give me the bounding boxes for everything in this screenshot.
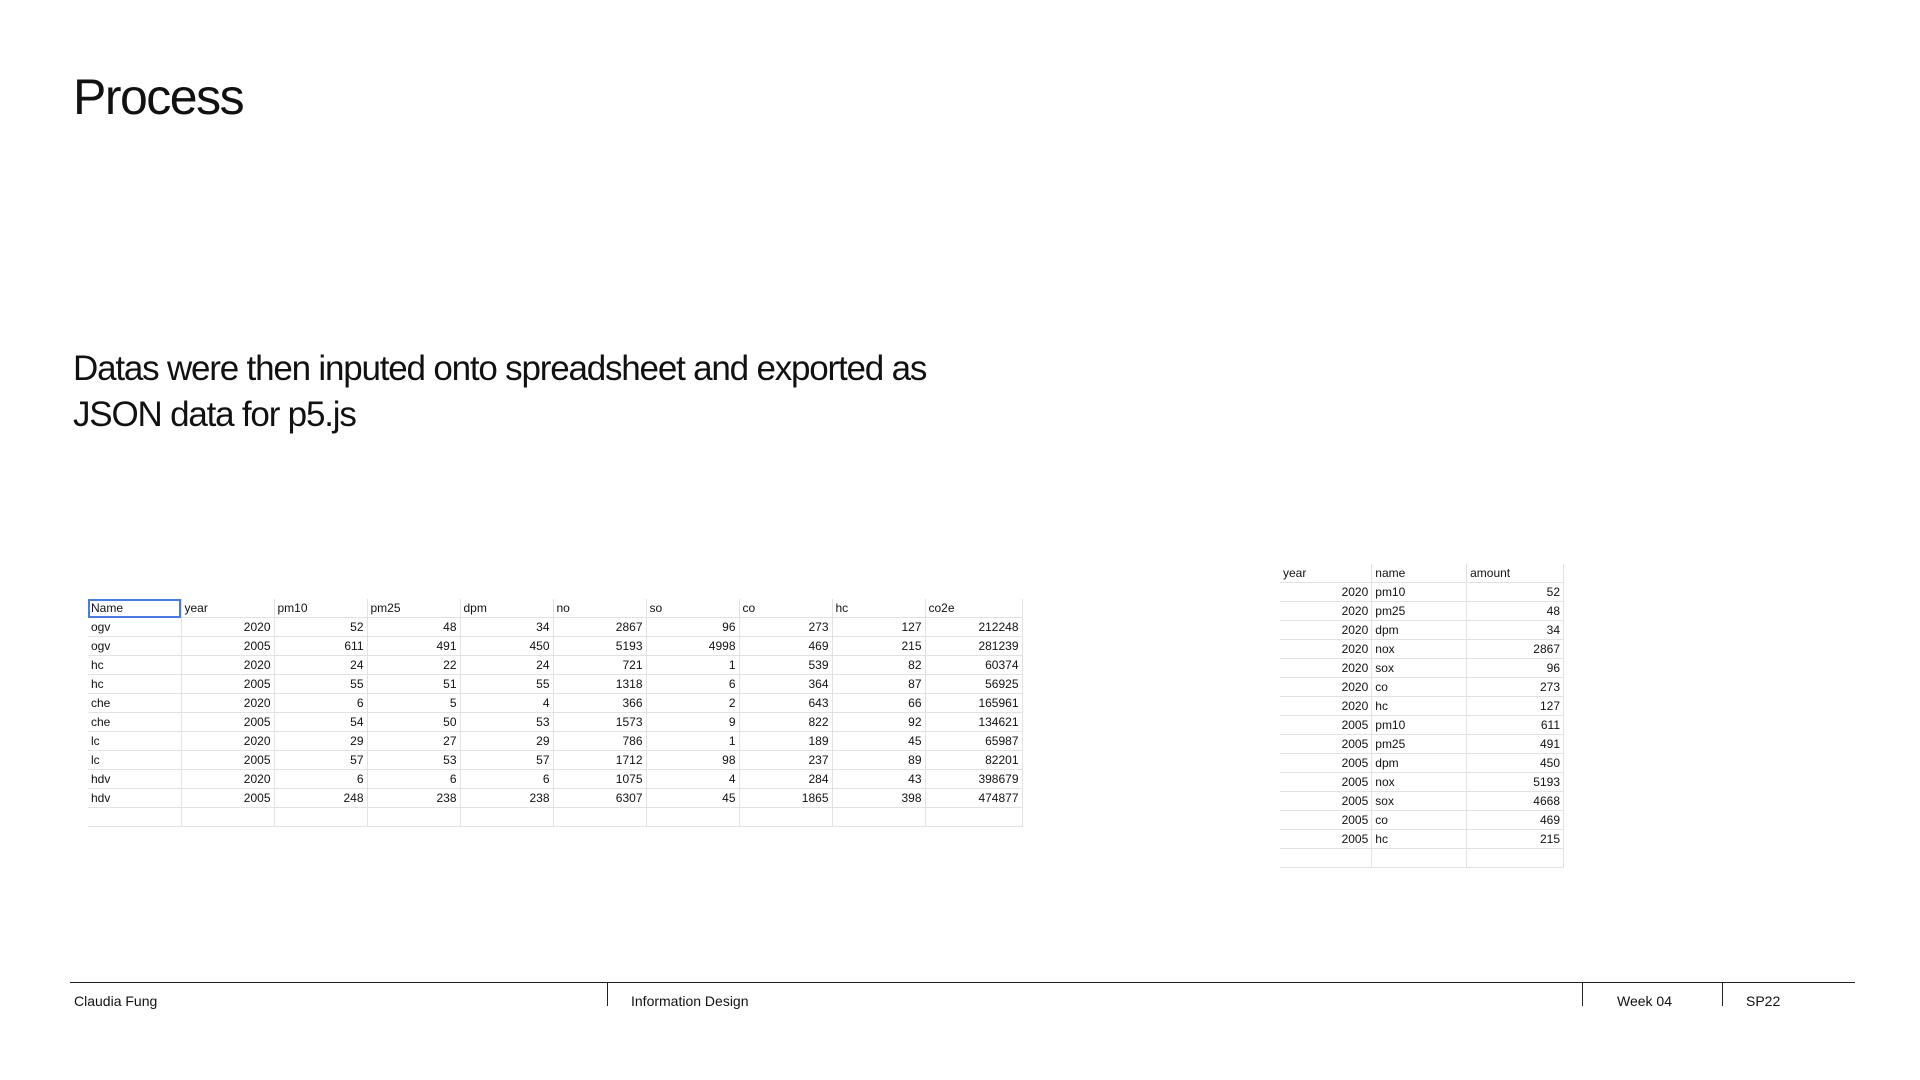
table-cell[interactable]: 822 — [739, 713, 832, 732]
table-cell[interactable]: 6 — [367, 770, 460, 789]
table-row — [88, 713, 1022, 732]
table-cell[interactable]: 1573 — [553, 713, 646, 732]
table-cell[interactable]: 53 — [460, 713, 553, 732]
empty-cell[interactable] — [739, 808, 832, 827]
table-cell[interactable]: 189 — [739, 732, 832, 751]
slide-body — [73, 346, 993, 437]
table-row — [1280, 792, 1564, 811]
table-cell[interactable]: 6307 — [553, 789, 646, 808]
footer-divider — [607, 982, 608, 1006]
table-row — [1280, 659, 1564, 678]
table-cell[interactable]: 2005 — [181, 751, 274, 770]
table-cell[interactable]: 284 — [739, 770, 832, 789]
table-cell[interactable]: 6 — [274, 770, 367, 789]
table-cell[interactable]: 2020 — [1280, 602, 1372, 621]
column-header[interactable]: co2e — [925, 599, 1022, 618]
table-cell[interactable]: 29 — [274, 732, 367, 751]
table-cell[interactable]: 4998 — [646, 637, 739, 656]
table-cell[interactable]: 34 — [460, 618, 553, 637]
table-row — [1280, 640, 1564, 659]
slide-title: Process — [73, 69, 244, 125]
table-cell[interactable]: 53 — [367, 751, 460, 770]
table-cell[interactable]: 364 — [739, 675, 832, 694]
table-cell[interactable]: 24 — [460, 656, 553, 675]
table-cell[interactable]: 92 — [832, 713, 925, 732]
table-cell[interactable]: 57 — [274, 751, 367, 770]
table-header-row — [88, 599, 1022, 618]
table-cell[interactable]: 96 — [1467, 659, 1564, 678]
empty-cell[interactable] — [1467, 849, 1564, 868]
table-cell[interactable]: 82 — [832, 656, 925, 675]
table-cell[interactable]: co — [1372, 678, 1467, 697]
table-row — [88, 618, 1022, 637]
column-header[interactable]: pm10 — [274, 599, 367, 618]
table-cell[interactable]: 2020 — [1280, 678, 1372, 697]
table-row — [88, 789, 1022, 808]
empty-cell[interactable] — [274, 808, 367, 827]
empty-cell[interactable] — [553, 808, 646, 827]
table-cell[interactable]: 215 — [832, 637, 925, 656]
table-cell[interactable]: 50 — [367, 713, 460, 732]
table-cell[interactable]: 2005 — [1280, 830, 1372, 849]
table-cell[interactable]: 2867 — [553, 618, 646, 637]
table-cell[interactable]: pm10 — [1372, 583, 1467, 602]
table-cell[interactable]: 29 — [460, 732, 553, 751]
column-header[interactable]: no — [553, 599, 646, 618]
table-cell[interactable]: 6 — [460, 770, 553, 789]
table-cell[interactable]: 55 — [274, 675, 367, 694]
table-cell[interactable]: 34 — [1467, 621, 1564, 640]
table-cell[interactable]: 281239 — [925, 637, 1022, 656]
empty-cell[interactable] — [1280, 849, 1372, 868]
table-cell[interactable]: pm25 — [1372, 602, 1467, 621]
table-cell[interactable]: pm10 — [1372, 716, 1467, 735]
footer-course: Information Design — [631, 993, 749, 1009]
empty-cell[interactable] — [88, 808, 181, 827]
table-cell[interactable]: hc — [1372, 697, 1467, 716]
table-cell[interactable]: 66 — [832, 694, 925, 713]
table-cell[interactable]: 43 — [832, 770, 925, 789]
table-cell[interactable]: sox — [1372, 659, 1467, 678]
table-cell[interactable]: 2005 — [1280, 735, 1372, 754]
table-cell[interactable]: 2005 — [1280, 792, 1372, 811]
table-row — [1280, 735, 1564, 754]
table-cell[interactable]: 60374 — [925, 656, 1022, 675]
table-row — [1280, 678, 1564, 697]
table-row — [1280, 602, 1564, 621]
column-header[interactable]: dpm — [460, 599, 553, 618]
column-header[interactable]: Name — [88, 599, 181, 618]
table-cell[interactable]: 469 — [1467, 811, 1564, 830]
table-cell[interactable]: 469 — [739, 637, 832, 656]
table-cell[interactable]: 2867 — [1467, 640, 1564, 659]
table-cell[interactable]: 2005 — [1280, 754, 1372, 773]
table-cell[interactable]: 1865 — [739, 789, 832, 808]
table-row — [88, 694, 1022, 713]
table-cell[interactable]: 2005 — [1280, 716, 1372, 735]
table-cell[interactable]: 2020 — [1280, 659, 1372, 678]
table-cell[interactable]: nox — [1372, 640, 1467, 659]
table-cell[interactable]: 52 — [274, 618, 367, 637]
table-cell[interactable]: 127 — [1467, 697, 1564, 716]
column-header[interactable]: name — [1372, 564, 1467, 583]
table-cell[interactable]: 1318 — [553, 675, 646, 694]
table-cell[interactable]: hc — [88, 656, 181, 675]
table-cell[interactable]: 721 — [553, 656, 646, 675]
table-cell[interactable]: 1075 — [553, 770, 646, 789]
table-cell[interactable]: 539 — [739, 656, 832, 675]
empty-cell[interactable] — [646, 808, 739, 827]
table-cell[interactable]: 45 — [832, 732, 925, 751]
table-row — [88, 770, 1022, 789]
table-cell[interactable]: 491 — [367, 637, 460, 656]
table-cell[interactable]: 2020 — [1280, 621, 1372, 640]
table-row — [88, 637, 1022, 656]
column-header[interactable]: hc — [832, 599, 925, 618]
empty-cell[interactable] — [181, 808, 274, 827]
table-row — [1280, 621, 1564, 640]
table-cell[interactable]: 98 — [646, 751, 739, 770]
table-cell[interactable]: lc — [88, 751, 181, 770]
table-cell[interactable]: 87 — [832, 675, 925, 694]
table-row — [1280, 830, 1564, 849]
table-cell[interactable]: 1 — [646, 732, 739, 751]
table-cell[interactable]: 450 — [1467, 754, 1564, 773]
table-cell[interactable]: 54 — [274, 713, 367, 732]
table-cell[interactable]: 55 — [460, 675, 553, 694]
table-row — [1280, 773, 1564, 792]
column-header[interactable]: co — [739, 599, 832, 618]
table-row — [1280, 811, 1564, 830]
table-row — [1280, 697, 1564, 716]
table-cell[interactable]: 22 — [367, 656, 460, 675]
table-cell[interactable]: hdv — [88, 770, 181, 789]
table-cell[interactable]: 238 — [460, 789, 553, 808]
table-cell[interactable]: dpm — [1372, 754, 1467, 773]
footer-divider — [1722, 982, 1723, 1006]
column-header[interactable]: year — [181, 599, 274, 618]
table-cell[interactable]: 57 — [460, 751, 553, 770]
table-cell[interactable]: 6 — [646, 675, 739, 694]
column-header[interactable]: amount — [1467, 564, 1564, 583]
table-row — [88, 675, 1022, 694]
table-cell[interactable]: 398679 — [925, 770, 1022, 789]
table-cell[interactable]: che — [88, 713, 181, 732]
table-cell[interactable]: 366 — [553, 694, 646, 713]
table-cell[interactable]: 2005 — [1280, 773, 1372, 792]
table-cell[interactable]: pm25 — [1372, 735, 1467, 754]
table-cell[interactable]: 2020 — [1280, 697, 1372, 716]
table-row — [88, 656, 1022, 675]
table-cell[interactable]: 611 — [274, 637, 367, 656]
table-cell[interactable]: hdv — [88, 789, 181, 808]
table-cell[interactable]: 2 — [646, 694, 739, 713]
footer-term: SP22 — [1746, 993, 1781, 1009]
wide-spreadsheet-table — [88, 599, 1023, 827]
table-cell[interactable]: hc — [88, 675, 181, 694]
empty-row — [1280, 849, 1564, 868]
table-cell[interactable]: 2020 — [181, 694, 274, 713]
column-header[interactable]: so — [646, 599, 739, 618]
table-cell[interactable]: 2020 — [181, 732, 274, 751]
table-cell[interactable]: 5193 — [1467, 773, 1564, 792]
column-header[interactable]: year — [1280, 564, 1372, 583]
table-cell[interactable]: 491 — [1467, 735, 1564, 754]
table-cell[interactable]: 89 — [832, 751, 925, 770]
table-cell[interactable]: 82201 — [925, 751, 1022, 770]
table-cell[interactable]: 4 — [460, 694, 553, 713]
table-cell[interactable]: 48 — [1467, 602, 1564, 621]
table-cell[interactable]: 165961 — [925, 694, 1022, 713]
table-cell[interactable]: 127 — [832, 618, 925, 637]
table-row — [1280, 754, 1564, 773]
table-cell[interactable]: hc — [1372, 830, 1467, 849]
table-cell[interactable]: 2005 — [181, 637, 274, 656]
table-cell[interactable]: 611 — [1467, 716, 1564, 735]
empty-cell[interactable] — [1372, 849, 1467, 868]
table-cell[interactable]: 643 — [739, 694, 832, 713]
table-cell[interactable]: 2020 — [1280, 640, 1372, 659]
table-cell[interactable]: che — [88, 694, 181, 713]
footer-author: Claudia Fung — [74, 993, 158, 1009]
empty-cell[interactable] — [367, 808, 460, 827]
table-cell[interactable]: co — [1372, 811, 1467, 830]
table-cell[interactable]: 2020 — [1280, 583, 1372, 602]
table-cell[interactable]: ogv — [88, 637, 181, 656]
table-cell[interactable]: 2005 — [1280, 811, 1372, 830]
table-cell[interactable]: 215 — [1467, 830, 1564, 849]
table-cell[interactable]: 9 — [646, 713, 739, 732]
footer-week: Week 04 — [1617, 993, 1672, 1009]
table-cell[interactable]: nox — [1372, 773, 1467, 792]
table-cell[interactable]: 450 — [460, 637, 553, 656]
table-cell[interactable]: ogv — [88, 618, 181, 637]
table-cell[interactable]: 5 — [367, 694, 460, 713]
table-cell[interactable]: 1712 — [553, 751, 646, 770]
body-line: JSON data for p5.js — [73, 394, 356, 434]
table-cell[interactable]: 273 — [1467, 678, 1564, 697]
table-cell[interactable]: 5193 — [553, 637, 646, 656]
table-cell[interactable]: 65987 — [925, 732, 1022, 751]
table-row — [1280, 583, 1564, 602]
table-cell[interactable]: 45 — [646, 789, 739, 808]
table-cell[interactable]: 2005 — [181, 713, 274, 732]
table-cell[interactable]: 2020 — [181, 770, 274, 789]
body-line: Datas were then inputed onto spreadsheet and exported as — [73, 349, 927, 388]
table-cell[interactable]: 474877 — [925, 789, 1022, 808]
table-cell[interactable]: 248 — [274, 789, 367, 808]
table-row — [88, 732, 1022, 751]
table-cell[interactable]: 52 — [1467, 583, 1564, 602]
long-spreadsheet-table — [1280, 564, 1564, 868]
table-cell[interactable]: 48 — [367, 618, 460, 637]
table-cell[interactable]: 24 — [274, 656, 367, 675]
empty-cell[interactable] — [925, 808, 1022, 827]
empty-row — [88, 808, 1022, 827]
table-cell[interactable]: 6 — [274, 694, 367, 713]
empty-cell[interactable] — [460, 808, 553, 827]
table-cell[interactable]: 398 — [832, 789, 925, 808]
table-cell[interactable]: 4668 — [1467, 792, 1564, 811]
table-cell[interactable]: 51 — [367, 675, 460, 694]
table-cell[interactable]: 237 — [739, 751, 832, 770]
column-header[interactable]: pm25 — [367, 599, 460, 618]
table-cell[interactable]: sox — [1372, 792, 1467, 811]
table-cell[interactable]: 4 — [646, 770, 739, 789]
table-cell[interactable]: 786 — [553, 732, 646, 751]
table-row — [1280, 716, 1564, 735]
table-cell[interactable]: 2005 — [181, 789, 274, 808]
table-cell[interactable]: 56925 — [925, 675, 1022, 694]
table-cell[interactable]: 2020 — [181, 656, 274, 675]
table-cell[interactable]: lc — [88, 732, 181, 751]
table-cell[interactable]: 96 — [646, 618, 739, 637]
table-cell[interactable]: 134621 — [925, 713, 1022, 732]
table-cell[interactable]: dpm — [1372, 621, 1467, 640]
table-cell[interactable]: 27 — [367, 732, 460, 751]
table-cell[interactable]: 2005 — [181, 675, 274, 694]
footer-divider — [1582, 982, 1583, 1006]
table-cell[interactable]: 273 — [739, 618, 832, 637]
table-cell[interactable]: 238 — [367, 789, 460, 808]
table-cell[interactable]: 212248 — [925, 618, 1022, 637]
footer-rule — [70, 982, 1855, 983]
table-row — [88, 751, 1022, 770]
table-cell[interactable]: 2020 — [181, 618, 274, 637]
table-cell[interactable]: 1 — [646, 656, 739, 675]
empty-cell[interactable] — [832, 808, 925, 827]
table-header-row — [1280, 564, 1564, 583]
